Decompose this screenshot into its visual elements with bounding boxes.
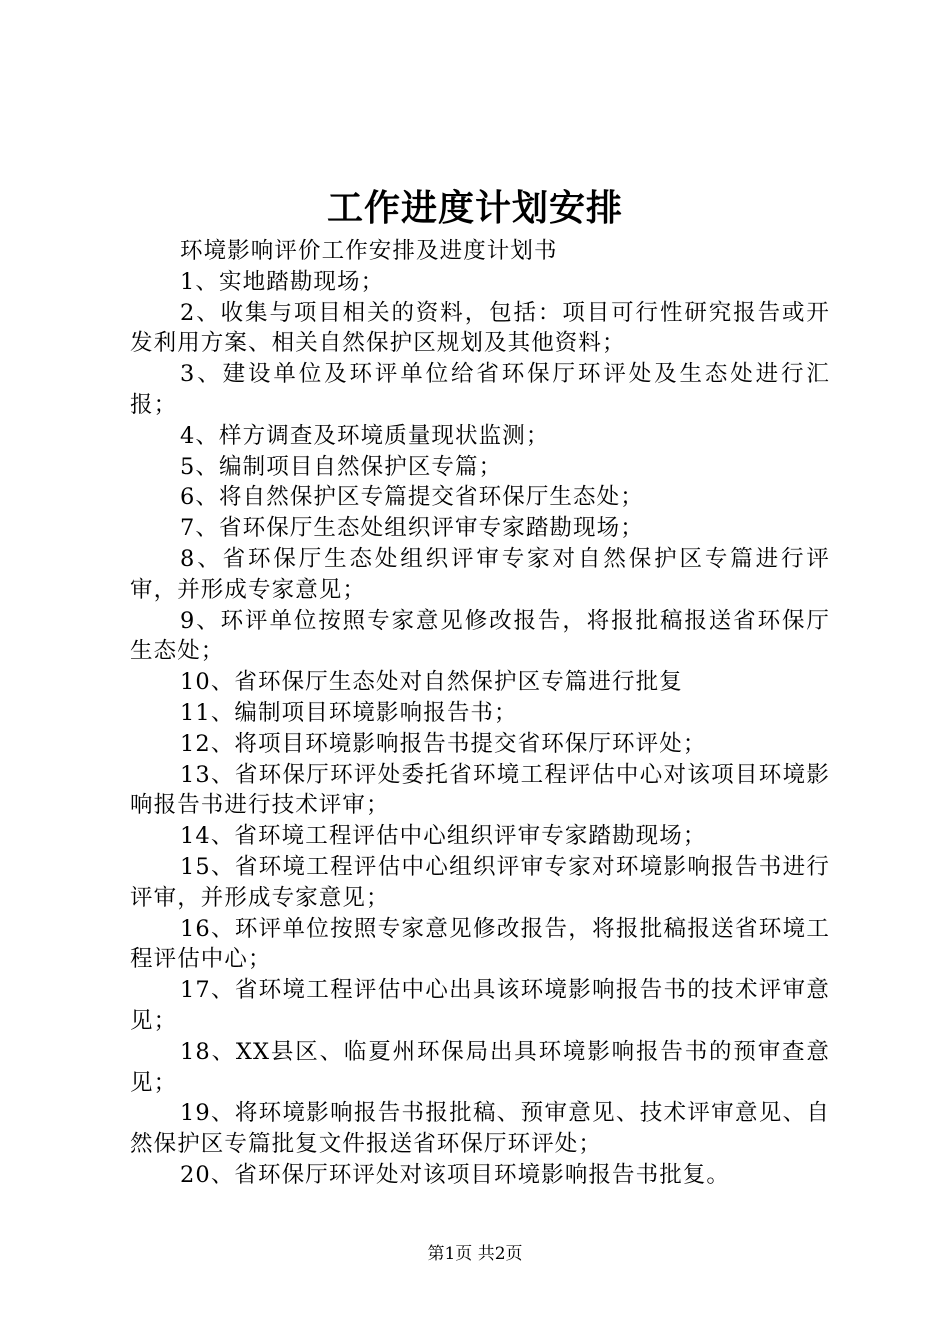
page-footer: 第1页 共2页 <box>427 1244 523 1264</box>
list-item: 13、省环保厅环评处委托省环境工程评估中心对该项目环境影响报告书进行技术评审； <box>130 761 830 819</box>
list-item: 9、环评单位按照专家意见修改报告，将报批稿报送省环保厅生态处； <box>130 607 830 665</box>
list-item: 14、省环境工程评估中心组织评审专家踏勘现场； <box>180 823 707 850</box>
list-item: 10、省环保厅生态处对自然保护区专篇进行批复 <box>180 669 683 696</box>
document-body <box>130 236 830 1191</box>
list-item: 6、将自然保护区专篇提交省环保厅生态处； <box>180 484 644 511</box>
list-item: 4、样方调查及环境质量现状监测； <box>180 422 550 449</box>
list-item: 2、收集与项目相关的资料，包括：项目可行性研究报告或开发利用方案、相关自然保护区规划及其他资料； <box>130 299 830 357</box>
list-item: 3、建设单位及环评单位给省环保厅环评处及生态处进行汇报； <box>130 361 830 418</box>
list-item: 17、省环境工程评估中心出具该环境影响报告书的技术评审意见； <box>130 977 830 1034</box>
list-item: 15、省环境工程评估中心组织评审专家对环境影响报告书进行评审，并形成专家意见； <box>130 853 830 911</box>
list-item: 5、编制项目自然保护区专篇； <box>180 453 503 480</box>
list-item: 1、实地踏勘现场； <box>180 268 385 295</box>
list-item: 8、省环保厅生态处组织评审专家对自然保护区专篇进行评审，并形成专家意见； <box>130 545 830 603</box>
list-item: 20、省环保厅环评处对该项目环境影响报告书批复。 <box>180 1161 731 1188</box>
list-item: 19、将环境影响报告书报批稿、预审意见、技术评审意见、自然保护区专篇批复文件报送省环保厅环评处； <box>130 1100 830 1158</box>
document-title: 工作进度计划安排 <box>326 187 623 229</box>
list-item: 12、将项目环境影响报告书提交省环保厅环评处； <box>180 730 707 757</box>
list-item: 18、XX县区、临夏州环保局出具环境影响报告书的预审查意见； <box>130 1038 830 1096</box>
list-item: 7、省环保厅生态处组织评审专家踏勘现场； <box>180 515 644 542</box>
list-item: 16、环评单位按照专家意见修改报告，将报批稿报送省环境工程评估中心； <box>130 915 830 973</box>
list-item: 11、编制项目环境影响报告书； <box>180 699 518 726</box>
document-subtitle: 环境影响评价工作安排及进度计划书 <box>180 238 558 264</box>
